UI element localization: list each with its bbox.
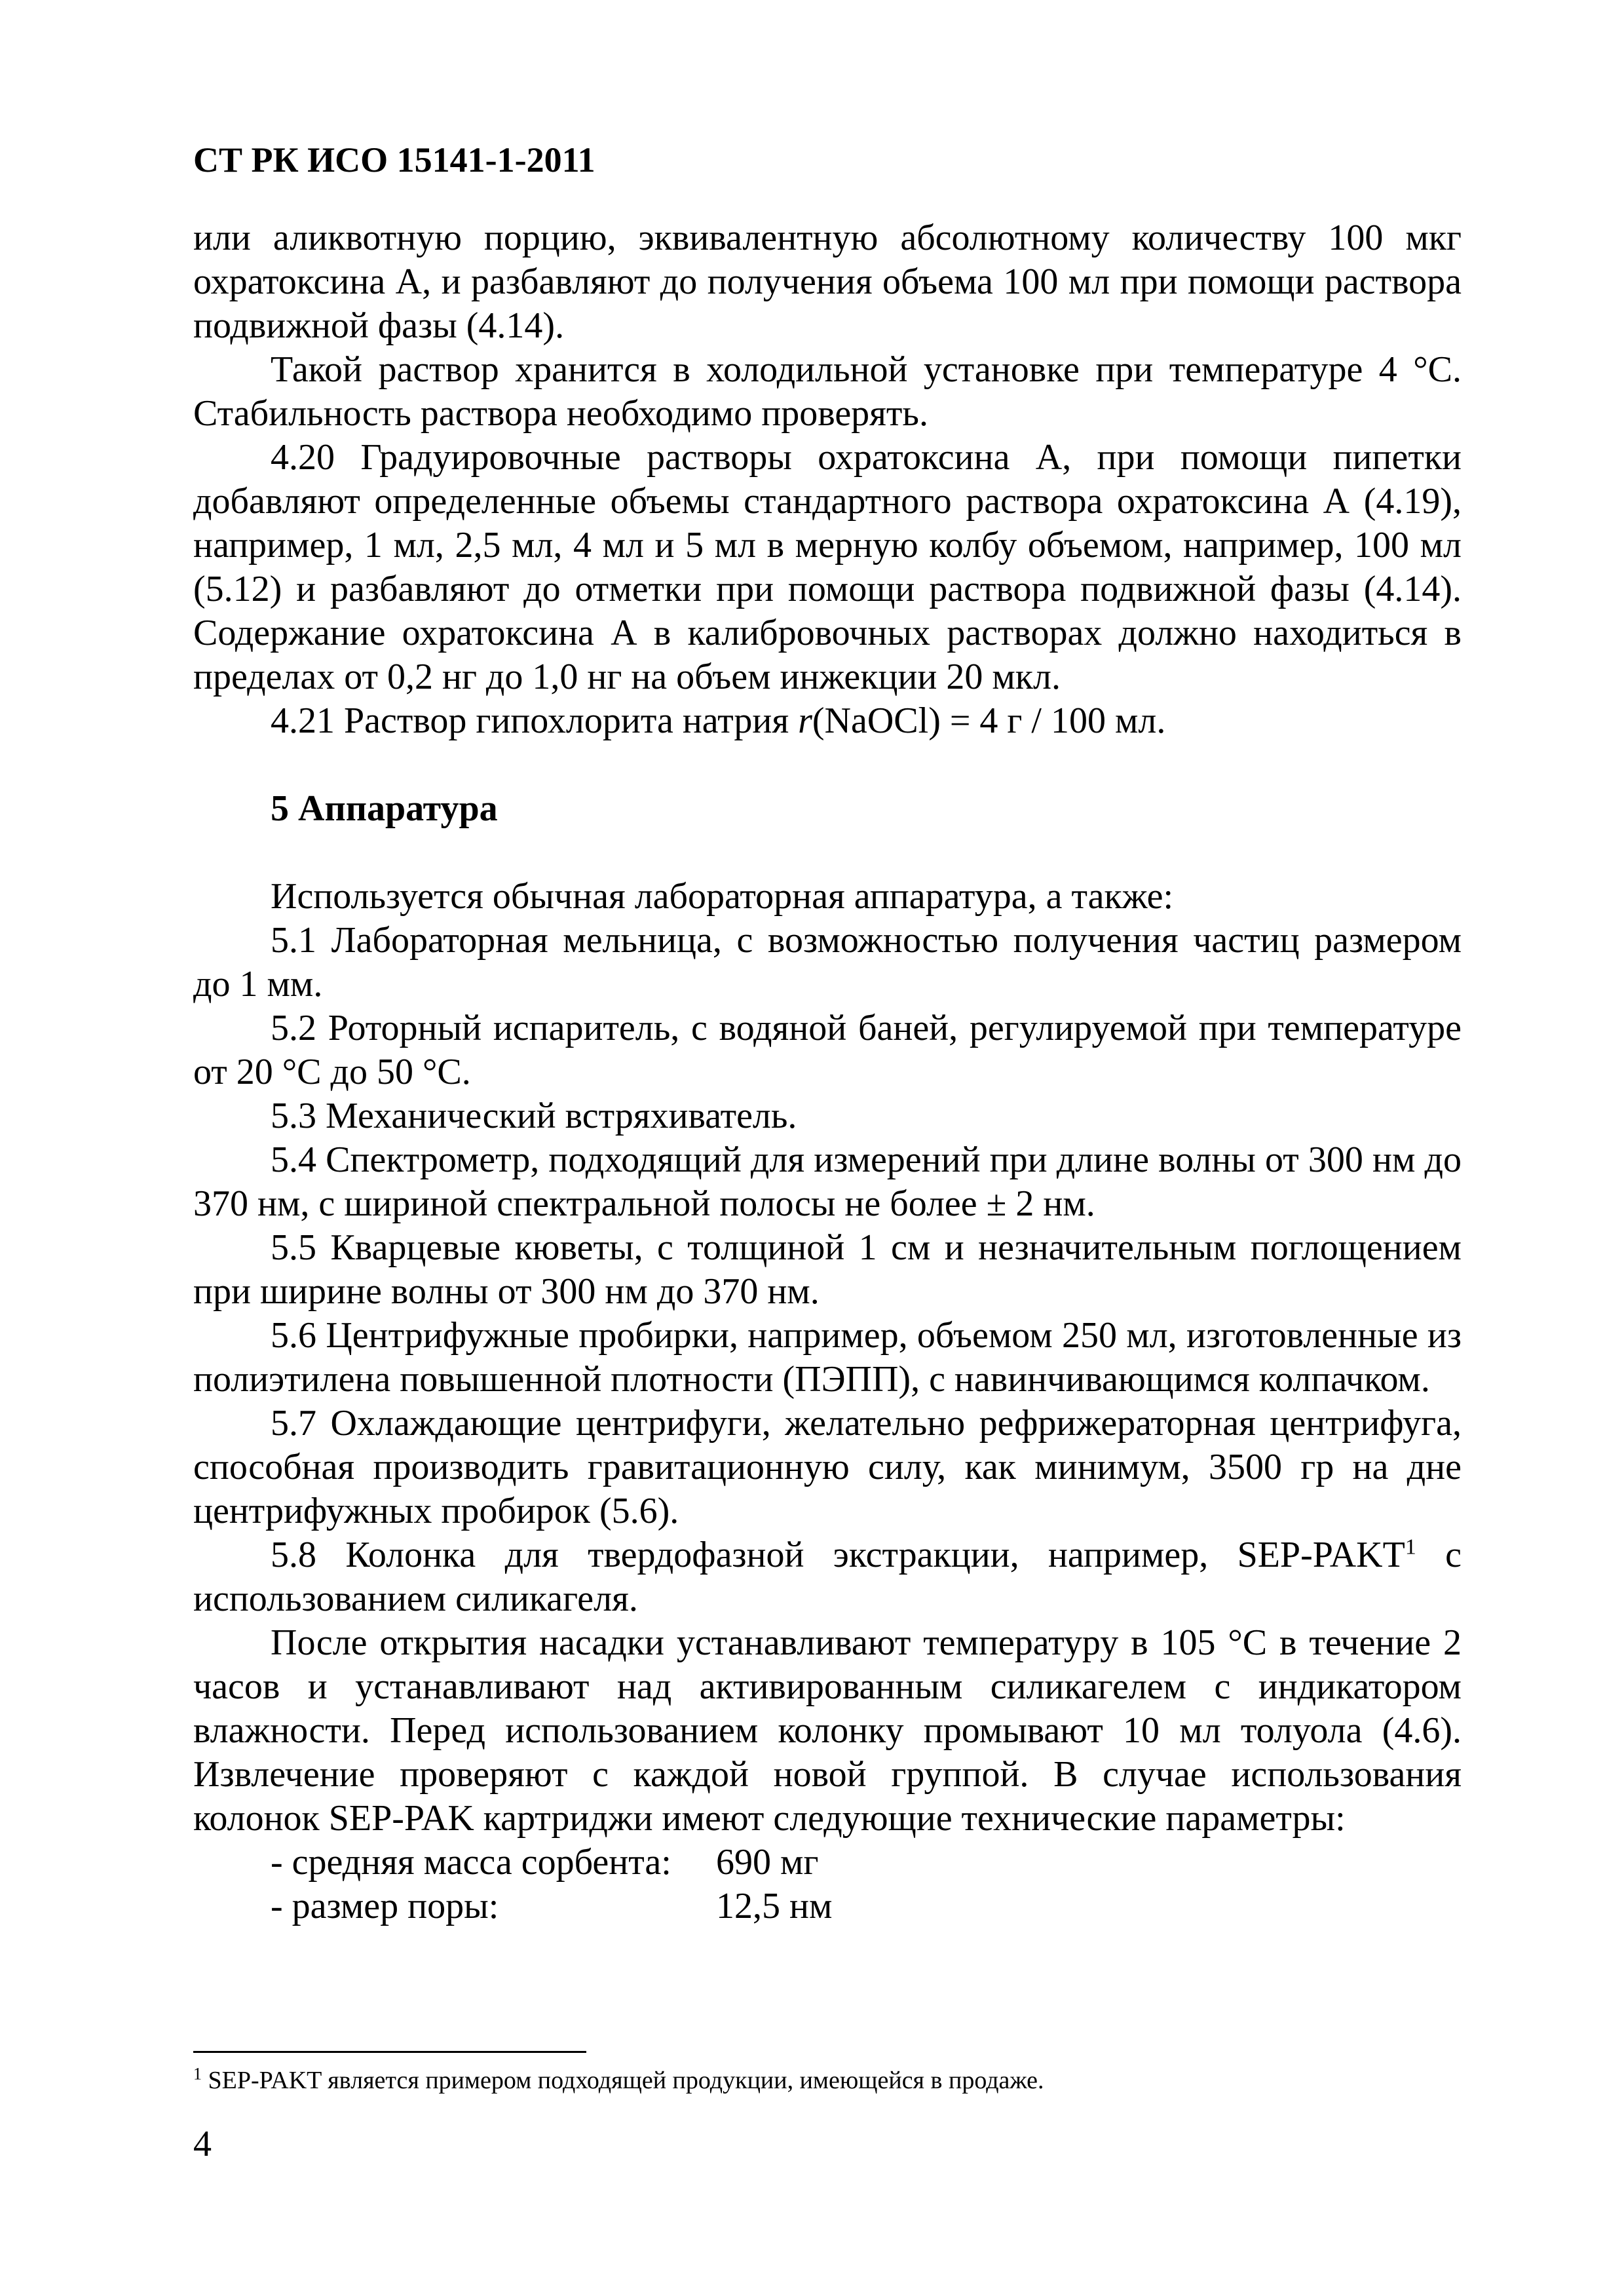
- param-label: - размер поры:: [271, 1886, 499, 1926]
- paragraph-5-8: [193, 1533, 1462, 1621]
- page-number: 4: [193, 2124, 212, 2164]
- document-header: СТ РК ИСО 15141-1-2011: [193, 140, 595, 180]
- paragraph-4-20: 4.20 Градуировочные растворы охратоксина А, при помощи пипетки добавляют определенные объемы стандартного раствора охратоксина А (4.19), например, 1 мл, 2,5 мл, 4 мл и 5 мл в мерную колбу объемом, например, 100 мл (5.12) и разбавляют до отметки при помощи раствора подвижной фазы (4.14). Содержание охратоксина А в калибровочных растворах должно находиться в пределах от 0,2 нг до 1,0 нг на объем инжекции 20 мкл.: [193, 437, 1462, 697]
- text-segment: 5.8 Колонка для твердофазной экстракции, например, SEP-PAKT: [271, 1535, 1405, 1575]
- param-value: 690 мг: [716, 1842, 819, 1883]
- footnote-reference[interactable]: 1: [1405, 1535, 1416, 1559]
- param-label: - средняя масса сорбента:: [271, 1842, 671, 1883]
- paragraph-5-3: 5.3 Механический встряхиватель.: [271, 1096, 797, 1136]
- paragraph-storage: Такой раствор хранится в холодильной установке при температуре 4 °С. Стабильность раствора необходимо проверять.: [193, 349, 1462, 434]
- paragraph-5-7: 5.7 Охлаждающие центрифуги, желательно рефрижераторная центрифуга, способная производить гравитационную силу, как минимум, 3500 гр на дне центрифужных пробирок (5.6).: [193, 1403, 1462, 1531]
- page-body: [193, 216, 1462, 1928]
- footnote-separator: [193, 2051, 586, 2053]
- paragraph-4-21: [193, 699, 1462, 743]
- paragraph-5-2: 5.2 Роторный испаритель, с водяной баней, регулируемой при температуре от 20 °С до 50 °С.: [193, 1008, 1462, 1092]
- param-value: 12,5 нм: [716, 1886, 833, 1926]
- paragraph-column-prep: После открытия насадки устанавливают температуру в 105 °С в течение 2 часов и устанавливают над активированным силикагелем с индикатором влажности. Перед использованием колонку промывают 10 мл толуола (4.6). Извлечение проверяют с каждой новой группой. В случае использования колонок SEP-PAK картриджи имеют следующие технические параметры:: [193, 1622, 1462, 1839]
- param-row-sorbent-mass: [193, 1841, 1462, 1885]
- footnote-text: SEP-PAKT является примером подходящей продукции, имеющейся в продаже.: [202, 2067, 1044, 2094]
- text-segment: 4.21 Раствор гипохлорита натрия: [271, 700, 799, 741]
- paragraph-continuation: или аликвотную порцию, эквивалентную абсолютному количеству 100 мкг охратоксина А, и разбавляют до получения объема 100 мл при помощи раствора подвижной фазы (4.14).: [193, 218, 1462, 346]
- text-segment: (NaOCl) = 4 г / 100 мл.: [812, 700, 1166, 741]
- paragraph-5-4: 5.4 Спектрометр, подходящий для измерений при длине волны от 300 нм до 370 нм, с шириной спектральной полосы не более ± 2 нм.: [193, 1139, 1462, 1224]
- paragraph-5-6: 5.6 Центрифужные пробирки, например, объемом 250 мл, изготовленные из полиэтилена повышенной плотности (ПЭПП), с навинчивающимся колпачком.: [193, 1315, 1462, 1400]
- footnote-marker: 1: [193, 2064, 202, 2084]
- paragraph-5-1: 5.1 Лабораторная мельница, с возможностью получения частиц размером до 1 мм.: [193, 920, 1462, 1004]
- section-heading: 5 Аппаратура: [271, 788, 498, 829]
- paragraph-5-5: 5.5 Кварцевые кюветы, с толщиной 1 см и незначительным поглощением при ширине волны от 300 нм до 370 нм.: [193, 1227, 1462, 1312]
- param-row-pore-size: [193, 1885, 1462, 1928]
- text-segment: с использованием силикагеля.: [193, 1535, 1462, 1619]
- formula-symbol: r: [798, 700, 812, 741]
- paragraph-intro: Используется обычная лабораторная аппаратура, а также:: [271, 876, 1174, 917]
- footnote: [193, 2064, 1044, 2097]
